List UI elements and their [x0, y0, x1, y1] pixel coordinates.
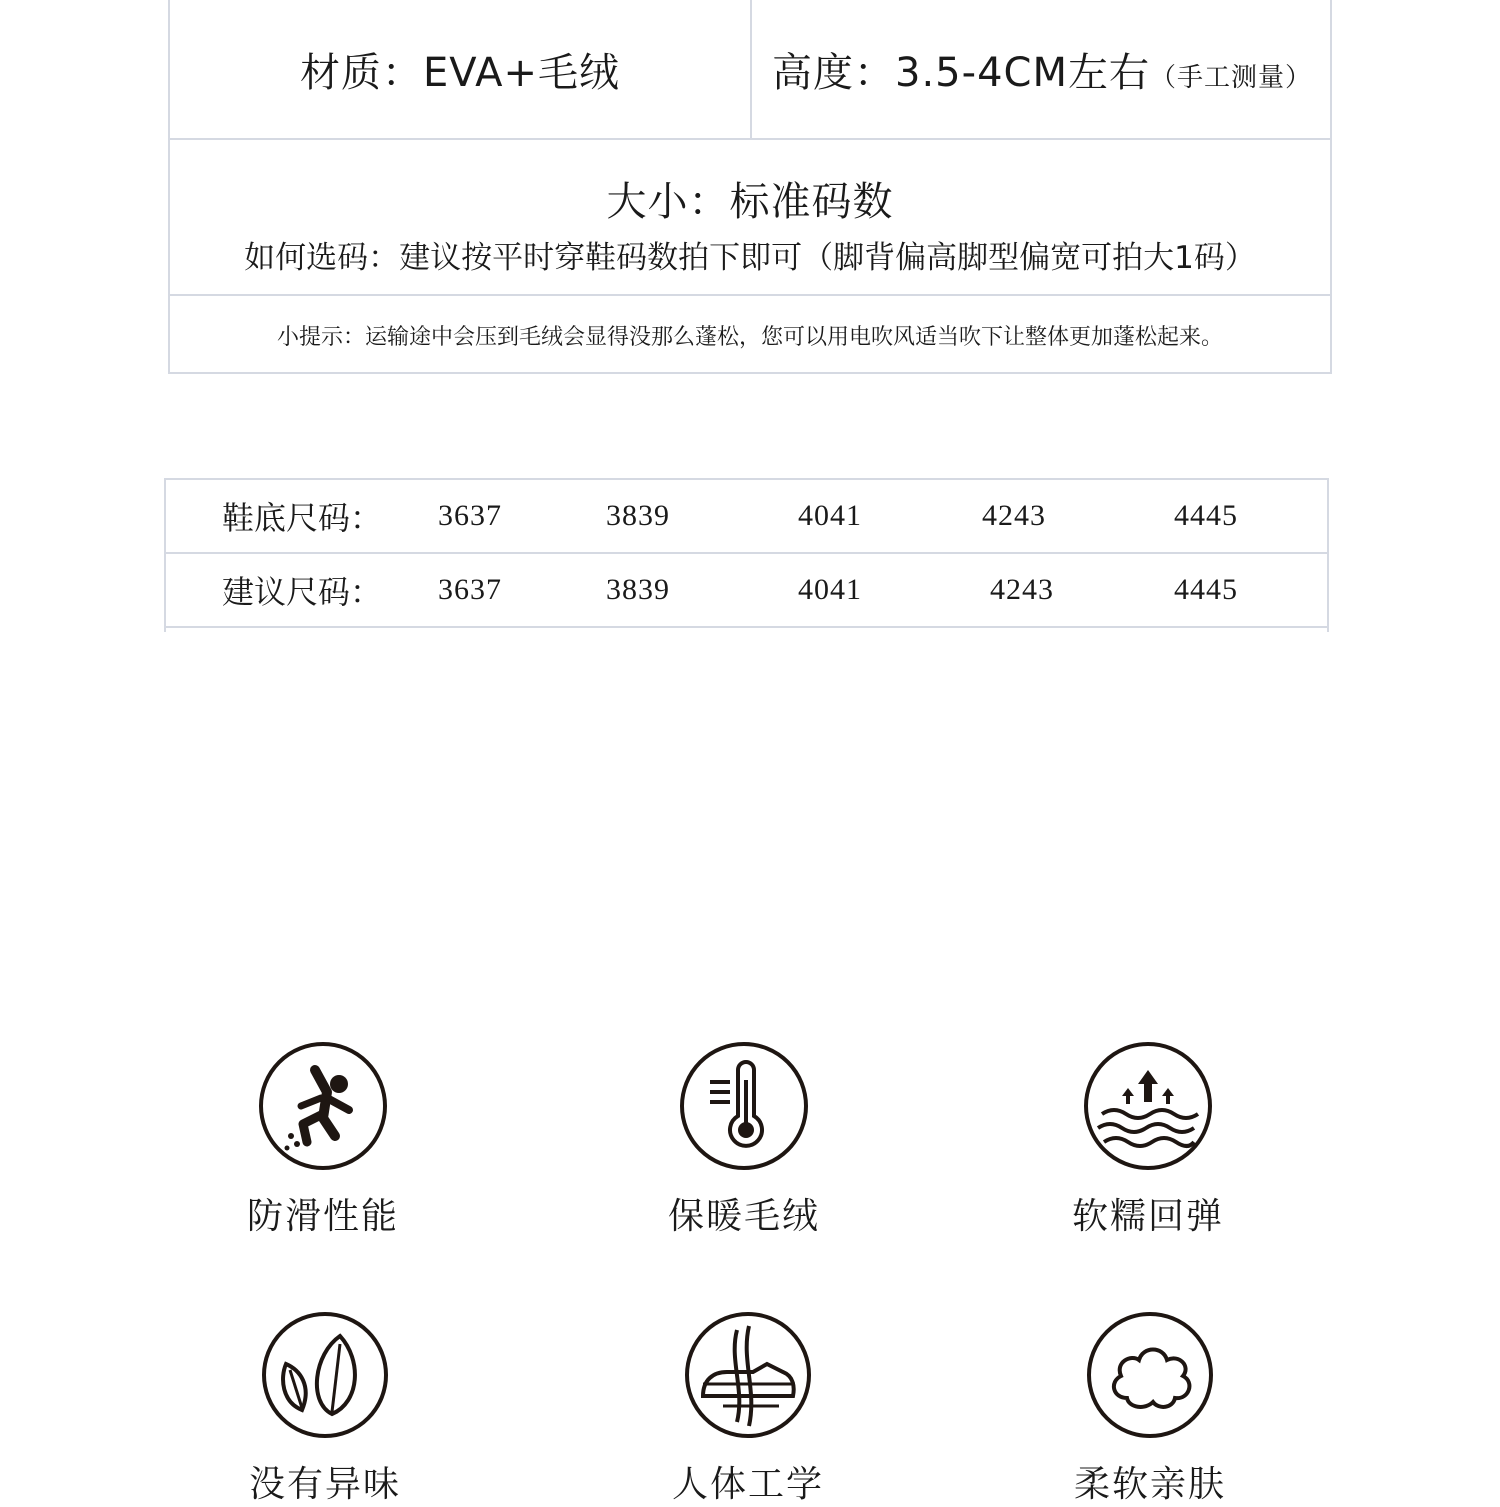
spec-row-material-height — [170, 0, 1330, 140]
size-value: 4243 — [990, 573, 1054, 606]
size-value: 3839 — [606, 499, 670, 532]
size-title: 大小：标准码数 — [606, 179, 894, 225]
feature-label: 人体工学 — [671, 1464, 824, 1505]
feature-label: 防滑性能 — [246, 1196, 399, 1237]
feature-no-odor — [195, 1310, 455, 1507]
height-note: （手工测量） — [1149, 62, 1312, 93]
spec-row-size — [170, 140, 1330, 296]
size-value: 4445 — [1174, 499, 1238, 532]
cloud-icon — [1085, 1310, 1215, 1440]
feature-label: 没有异味 — [248, 1464, 401, 1505]
size-value: 4041 — [798, 499, 862, 532]
feature-label: 柔软亲肤 — [1073, 1464, 1226, 1505]
ergonomic-icon — [683, 1310, 813, 1440]
feature-warmth — [614, 1040, 874, 1239]
table-row — [166, 554, 1327, 628]
feature-label: 保暖毛绒 — [667, 1196, 820, 1237]
feature-ergonomic — [618, 1310, 878, 1507]
table-row — [166, 480, 1327, 554]
feature-anti-slip — [193, 1040, 453, 1239]
height-value: 3.5-4CM左右 — [895, 49, 1150, 96]
leaf-icon — [260, 1310, 390, 1440]
size-value: 3637 — [438, 573, 502, 606]
feature-label: 软糯回弹 — [1071, 1196, 1224, 1237]
size-advice: 如何选码：建议按平时穿鞋码数拍下即可（脚背偏高脚型偏宽可拍大1码） — [244, 240, 1256, 276]
thermometer-icon — [678, 1040, 810, 1172]
rebound-icon — [1082, 1040, 1214, 1172]
height-cell — [752, 0, 1332, 138]
height-text — [772, 41, 1312, 98]
material-text: 材质：EVA+毛绒 — [300, 49, 620, 96]
size-value: 4445 — [1174, 573, 1238, 606]
size-value: 4243 — [982, 499, 1046, 532]
size-value: 3637 — [438, 499, 502, 532]
anti-slip-icon — [257, 1040, 389, 1172]
row-label: 建议尺码： — [222, 573, 383, 611]
size-value: 4041 — [798, 573, 862, 606]
tip-text: 小提示：运输途中会压到毛绒会显得没那么蓬松，您可以用电吹风适当吹下让整体更加蓬松起来。 — [276, 324, 1223, 350]
feature-rebound — [1018, 1040, 1278, 1239]
size-table — [164, 478, 1329, 632]
feature-skin-friendly — [1020, 1310, 1280, 1507]
spec-table — [168, 0, 1332, 374]
size-value: 3839 — [606, 573, 670, 606]
material-cell — [170, 0, 752, 138]
height-label: 高度： — [772, 49, 896, 96]
spec-row-tip — [170, 296, 1330, 374]
row-label: 鞋底尺码： — [222, 499, 383, 537]
